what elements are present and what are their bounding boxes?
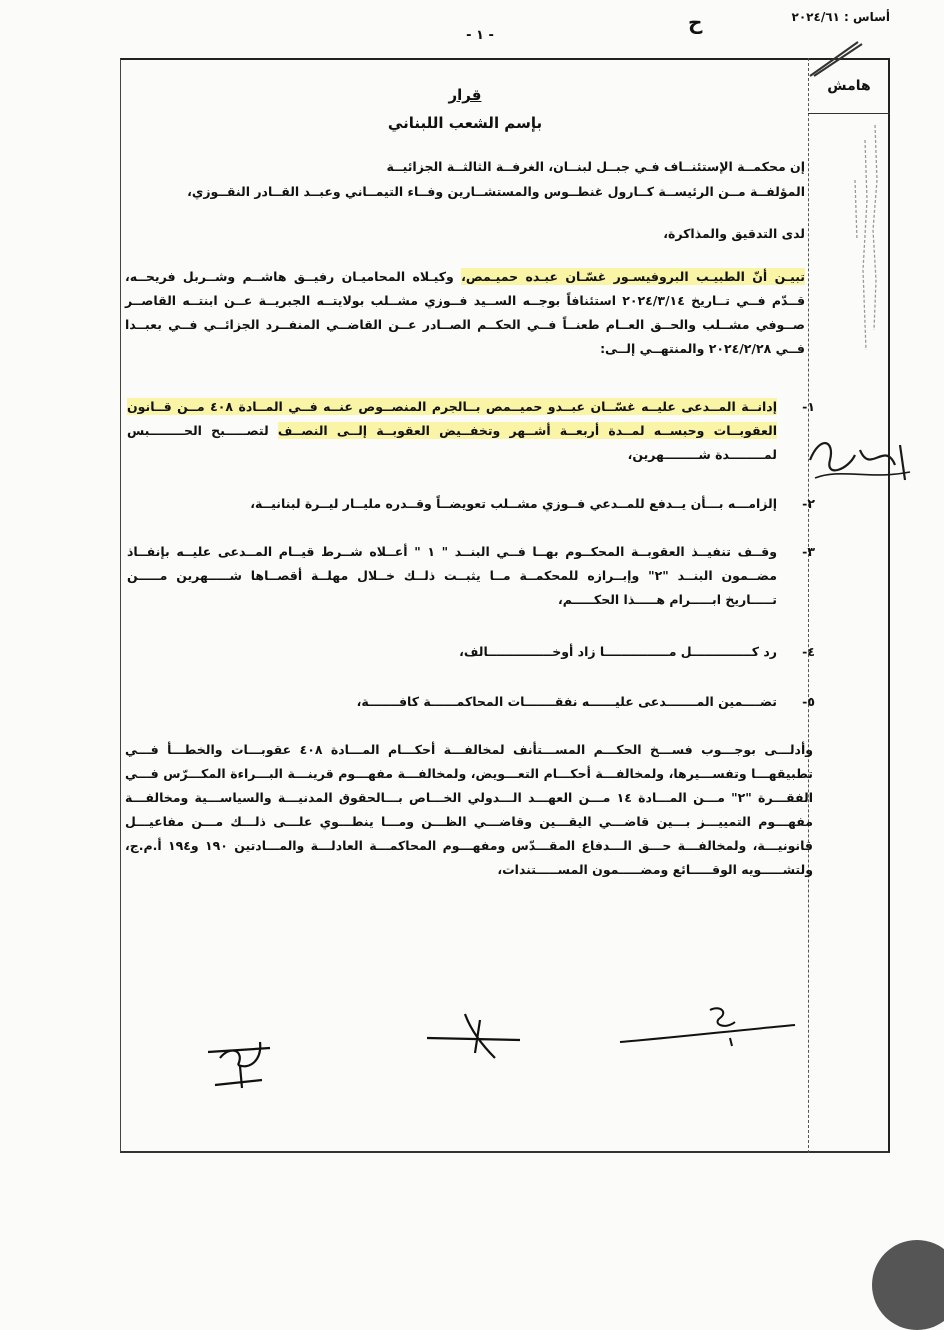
item-number: ٣- [802,544,815,559]
signature-middle [425,1008,525,1064]
item-number: ٤- [802,644,815,659]
item-number: ١- [802,399,815,414]
signature-right [610,1000,800,1050]
signature-left [200,1030,290,1090]
item-highlighted-text: إدانــة المــدعى عليــه غسّــان عبــدو حميــمص بــالجرم المنصــوص عنــه فــي المــادة ٤٠٨ مــن قــانون العقوبــات وحبســه لمــدة أربعــة أشــهر وتخفــيض العقوبــة إلــى النصــف [127,399,777,438]
intro-line-3: لدى التدقيق والمذاكرة، [663,226,805,241]
margin-faint-handwriting [845,120,885,400]
case-reference: أساس : ٢٠٢٤/٦١ [791,10,890,24]
judgment-item-3 [125,540,815,620]
item-number: ٢- [802,496,815,511]
judgment-item-4 [125,640,815,670]
item-text [127,395,777,467]
facts-paragraph [125,265,805,361]
facts-text: وكيـلاه المحاميـان رفيــق هاشــم وشــربل فريحــه، قــدّم فــي تــاريخ ٢٠٢٤/٣/١٤ استئنافاً بوجــه الســيد فــوزي مشــلب بولايتــه الجبريــة عــن ابنتــه القاصــر صــوفي مشــلب والحــق العــام طعنــاً فــي الحكــم الصــادر عــن القاضــي المنفــرد الجزائــي فــي بعبــدا فــي ٢٠٢٤/٢/٢٨ والمنتهــي إلــى: [125,269,806,356]
margin-handwritten-stamp [800,430,920,490]
document-subtitle: بإسم الشعب اللبناني [387,114,543,132]
margin-label: هامش [827,78,871,94]
item-number: ٥- [802,694,815,709]
handwritten-header-mark: ح [688,10,703,34]
stamp-scribble [800,430,920,490]
judgment-item-2 [125,492,815,522]
judgment-item-1 [125,395,815,475]
item-text: تضــــمين المـــــــدعى عليــــــه نفقـــــــات المحاكمــــــة كافـــــــة، [356,694,777,709]
document-title: قرار [448,86,482,104]
appeal-paragraph: وأدلـــى بوجـــوب فســـخ الحكـــم المســـتأنف لمخالفـــة أحكـــام المـــادة ٤٠٨ عقوبـــات والخطـــأ فـــي تطبيقهـــا وتفســـيرها، ولمخالفـــة أحكـــام التعـــويض، ولمخالفـــة مفهـــوم قرينـــة البـــراءة المكـــرّس فـــي الفقـــرة "٢" مـــن المـــادة ١٤ مـــن العهـــد الـــدولي الخـــاص بـــالحقوق المدنيـــة والسياســـية ومخالفـــة مفهـــوم التمييـــز بـــين قاضـــي اليقـــين وقاضـــي الظـــن ومـــا ينطـــوي علـــى ذلـــك مـــن مفاعيـــل قانونيـــة، ولمخالفـــة حـــق الـــدفاع المقـــدّس ومفهـــوم المحاكمـــة العادلـــة والمـــادتين ١٩٠ و١٩٤ أ.م.ج، ولتشـــــويه الوقـــــائع ومضـــــمون المســـــتندات، [125,742,814,877]
item-text-rest: لتصـــــبح الحــــــــبس لمــــــــدة شــــــــهرين، [127,423,777,462]
intro-line-2: المؤلفــة مــن الرئيســة كــارول غنطــوس والمستشــارين وفــاء التيمــاني وعبــد القــادر النقــوزي، [187,184,805,199]
item-text: وقــف تنفيــذ العقوبــة المحكــوم بهــا فــي البنــد " ١ " أعــلاه شــرط قيــام المــدعى عليــه بإنفــاذ مضــمون البنــد "٢" وإبــرازه للمحكمــة مــا يثبــت ذلــك خــلال مهلــة أقصــاها شـــــهرين مـــــن تـــــاريخ ابـــــرام هـــــذا الحكـــــم، [127,544,778,607]
item-text: إلزامـــه بـــأن يــدفع للمــدعي فــوزي مشــلب تعويضــاً وقــدره مليــار ليــرة لبنانيــة، [250,496,777,511]
margin-slash-mark [808,38,868,78]
facts-highlighted-text: تبيـن أنّ الطبيـب البروفيسـور غسّـان عبـده حميـمص، [461,269,805,284]
intro-line-1: إن محكمــة الإستئنــاف فـي جبــل لبنــان، الغرفــة الثالثــة الجزائيــة [386,159,805,174]
corner-overlay-disc [872,1240,944,1330]
judgment-item-5 [125,690,815,720]
page-number: - ١ - [466,28,494,43]
item-text: رد كــــــــــــــل مـــــــــــــــا زاد أوخـــــــــــــــالف، [459,644,777,659]
